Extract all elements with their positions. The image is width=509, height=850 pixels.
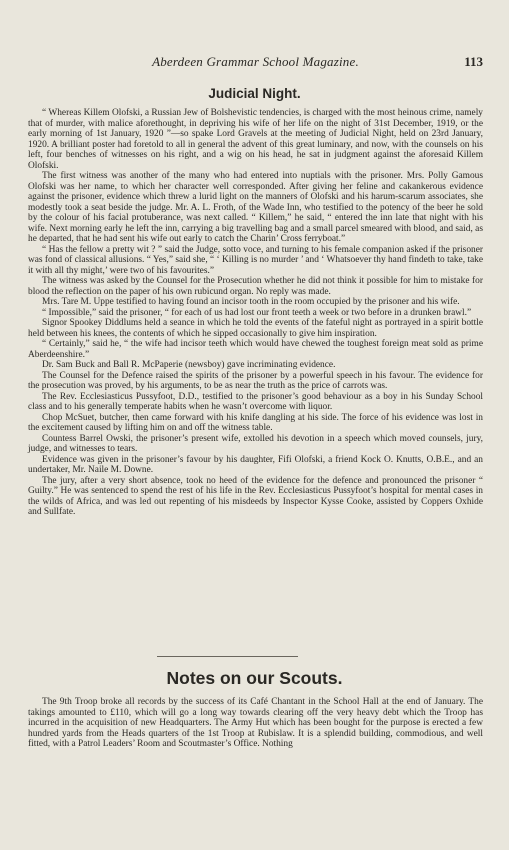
- paragraph: Chop McSuet, butcher, then came forward with his knife dangling at his side. The force of his evidence was lost in the excitement caused by lifting him on and off the witness table.: [28, 412, 483, 433]
- running-title: Aberdeen Grammar School Magazine.: [152, 54, 359, 69]
- section-divider: [157, 656, 298, 657]
- paragraph: “ Has the fellow a pretty wit ? ” said the Judge, sotto voce, and turning to his female companion asked if the prisoner was fond of classical allusions. “ Yes,” said she, “ ‘ Killing is no murder ’ and ‘ Whatsoever thy hand findeth to take, take it with all thy might,’ were two of his favourites.”: [28, 244, 484, 276]
- paragraph: Dr. Sam Buck and Ball R. McPaperie (newsboy) gave incriminating evidence.: [42, 360, 336, 370]
- running-header: [28, 54, 483, 72]
- paragraph: The 9th Troop broke all records by the success of its Café Chantant in the School Hall at the end of January. The takings amounted to £110, which will go a long way towards clearing off the very heavy debt which the Troop has incurred in the acquisition of new Headquarters. The Army Hut which has been bought for the purpose is erected a few hundred yards from the Heads quarters of the 1st Troop at Rubislaw. It is a splendid building, commodious, and well fitted, with a Patrol Leaders’ Room and Scoutmaster’s Office. Nothing: [28, 697, 483, 749]
- paragraph: “ Impossible,” said the prisoner, “ for each of us had lost our front teeth a week or two before in a drunken brawl.”: [42, 307, 472, 318]
- paragraph: Signor Spookey Diddlums held a seance in which he told the events of the fateful night as portrayed in a spirit bottle held between his knees, the contents of which he sipped occasionally to give him inspiration.: [28, 318, 483, 339]
- paragraph: Evidence was given in the prisoner’s favour by his daughter, Fifi Olofski, a friend Kock O. Knutts, O.B.E., and an undertaker, Mr. Naile M. Downe.: [28, 454, 483, 475]
- page-number: 113: [464, 54, 483, 69]
- paragraph: The Counsel for the Defence raised the spirits of the prisoner by a powerful speech in his favour. The evidence for the prosecution was proved, by his arguments, to be as near the truth as the price of carrots was.: [28, 370, 483, 391]
- paragraph: Mrs. Tare M. Uppe testified to having found an incisor tooth in the room occupied by the prisoner and his wife.: [42, 297, 460, 307]
- article-body-scouts: [28, 697, 483, 750]
- article-title-judicial-night: Judicial Night.: [208, 86, 301, 101]
- paragraph: The first witness was another of the many who had entered into nuptials with the prisoner. Mrs. Polly Gamous Olofski was her name, to which her character well corresponded. After giving her feline and cakankerous evidence against the prisoner, evidence which threw a lurid light on the manners of Olofski and his harum-scarum associates, she modestly took a seat beside the judge. Mr. A. L. Froth, of the Wade Inn, who testified to the potency of the beer he sold by the colour of his facial protuberance, was next called. “ Killem,” he said, “ entered the inn late that night with his wife. Next morning early he left the inn, carrying a big travelling bag and a small parcel smeared with blood, and said, as he departed, that he had sent his wife out early to catch the Charin’ Cross ferryboat.”: [28, 171, 483, 244]
- paragraph: “ Whereas Killem Olofski, a Russian Jew of Bolshevistic tendencies, is charged with the most heinous crime, namely that of murder, with malice aforethought, in depriving his wife of her life on the night of 31st December, 1919, or the early morning of 1st January, 1920 ”—so spake Lord Gravels at the meeting of Judicial Night, held on 23rd January, 1920. A brilliant poster had foretold to all in general the advent of this great luminary, and now, with the counsels on his left, four benches of witnesses on his right, and a wig on his head, he sat in judgment against the aforesaid Killem Olofski.: [28, 108, 483, 171]
- paragraph: The Rev. Ecclesiasticus Pussyfoot, D.D., testified to the prisoner’s good behaviour as a boy in his Sunday School class and to his generally temperate habits when he wasn’t overcome with liquor.: [28, 391, 483, 412]
- article-body-judicial-night: [28, 108, 483, 518]
- paragraph: The jury, after a very short absence, took no heed of the evidence for the defence and pronounced the prisoner “ Guilty.” He was sentenced to spend the rest of his life in the Rev. Ecclesiasticus Pussyfoot’s hospital for mental cases in the wilds of Africa, and was led out repenting of his misdeeds by Inspector Kysse Cooke, assisted by Coppers Oxhide and Sullfate.: [28, 475, 483, 517]
- paragraph: “ Certainly,” said he, “ the wife had incisor teeth which would have chewed the toughest foreign meat sold as prime Aberdeenshire.”: [28, 339, 483, 360]
- article-title-scouts: Notes on our Scouts.: [166, 668, 343, 688]
- paragraph: Countess Barrel Owski, the prisoner’s present wife, extolled his devotion in a speech which moved counsels, jury, judge, and witnesses to tears.: [28, 433, 483, 454]
- paragraph: The witness was asked by the Counsel for the Prosecution whether he did not think it possible for him to mistake for blood the reflection on the paper of his own rubicund organ. No reply was made.: [28, 276, 483, 297]
